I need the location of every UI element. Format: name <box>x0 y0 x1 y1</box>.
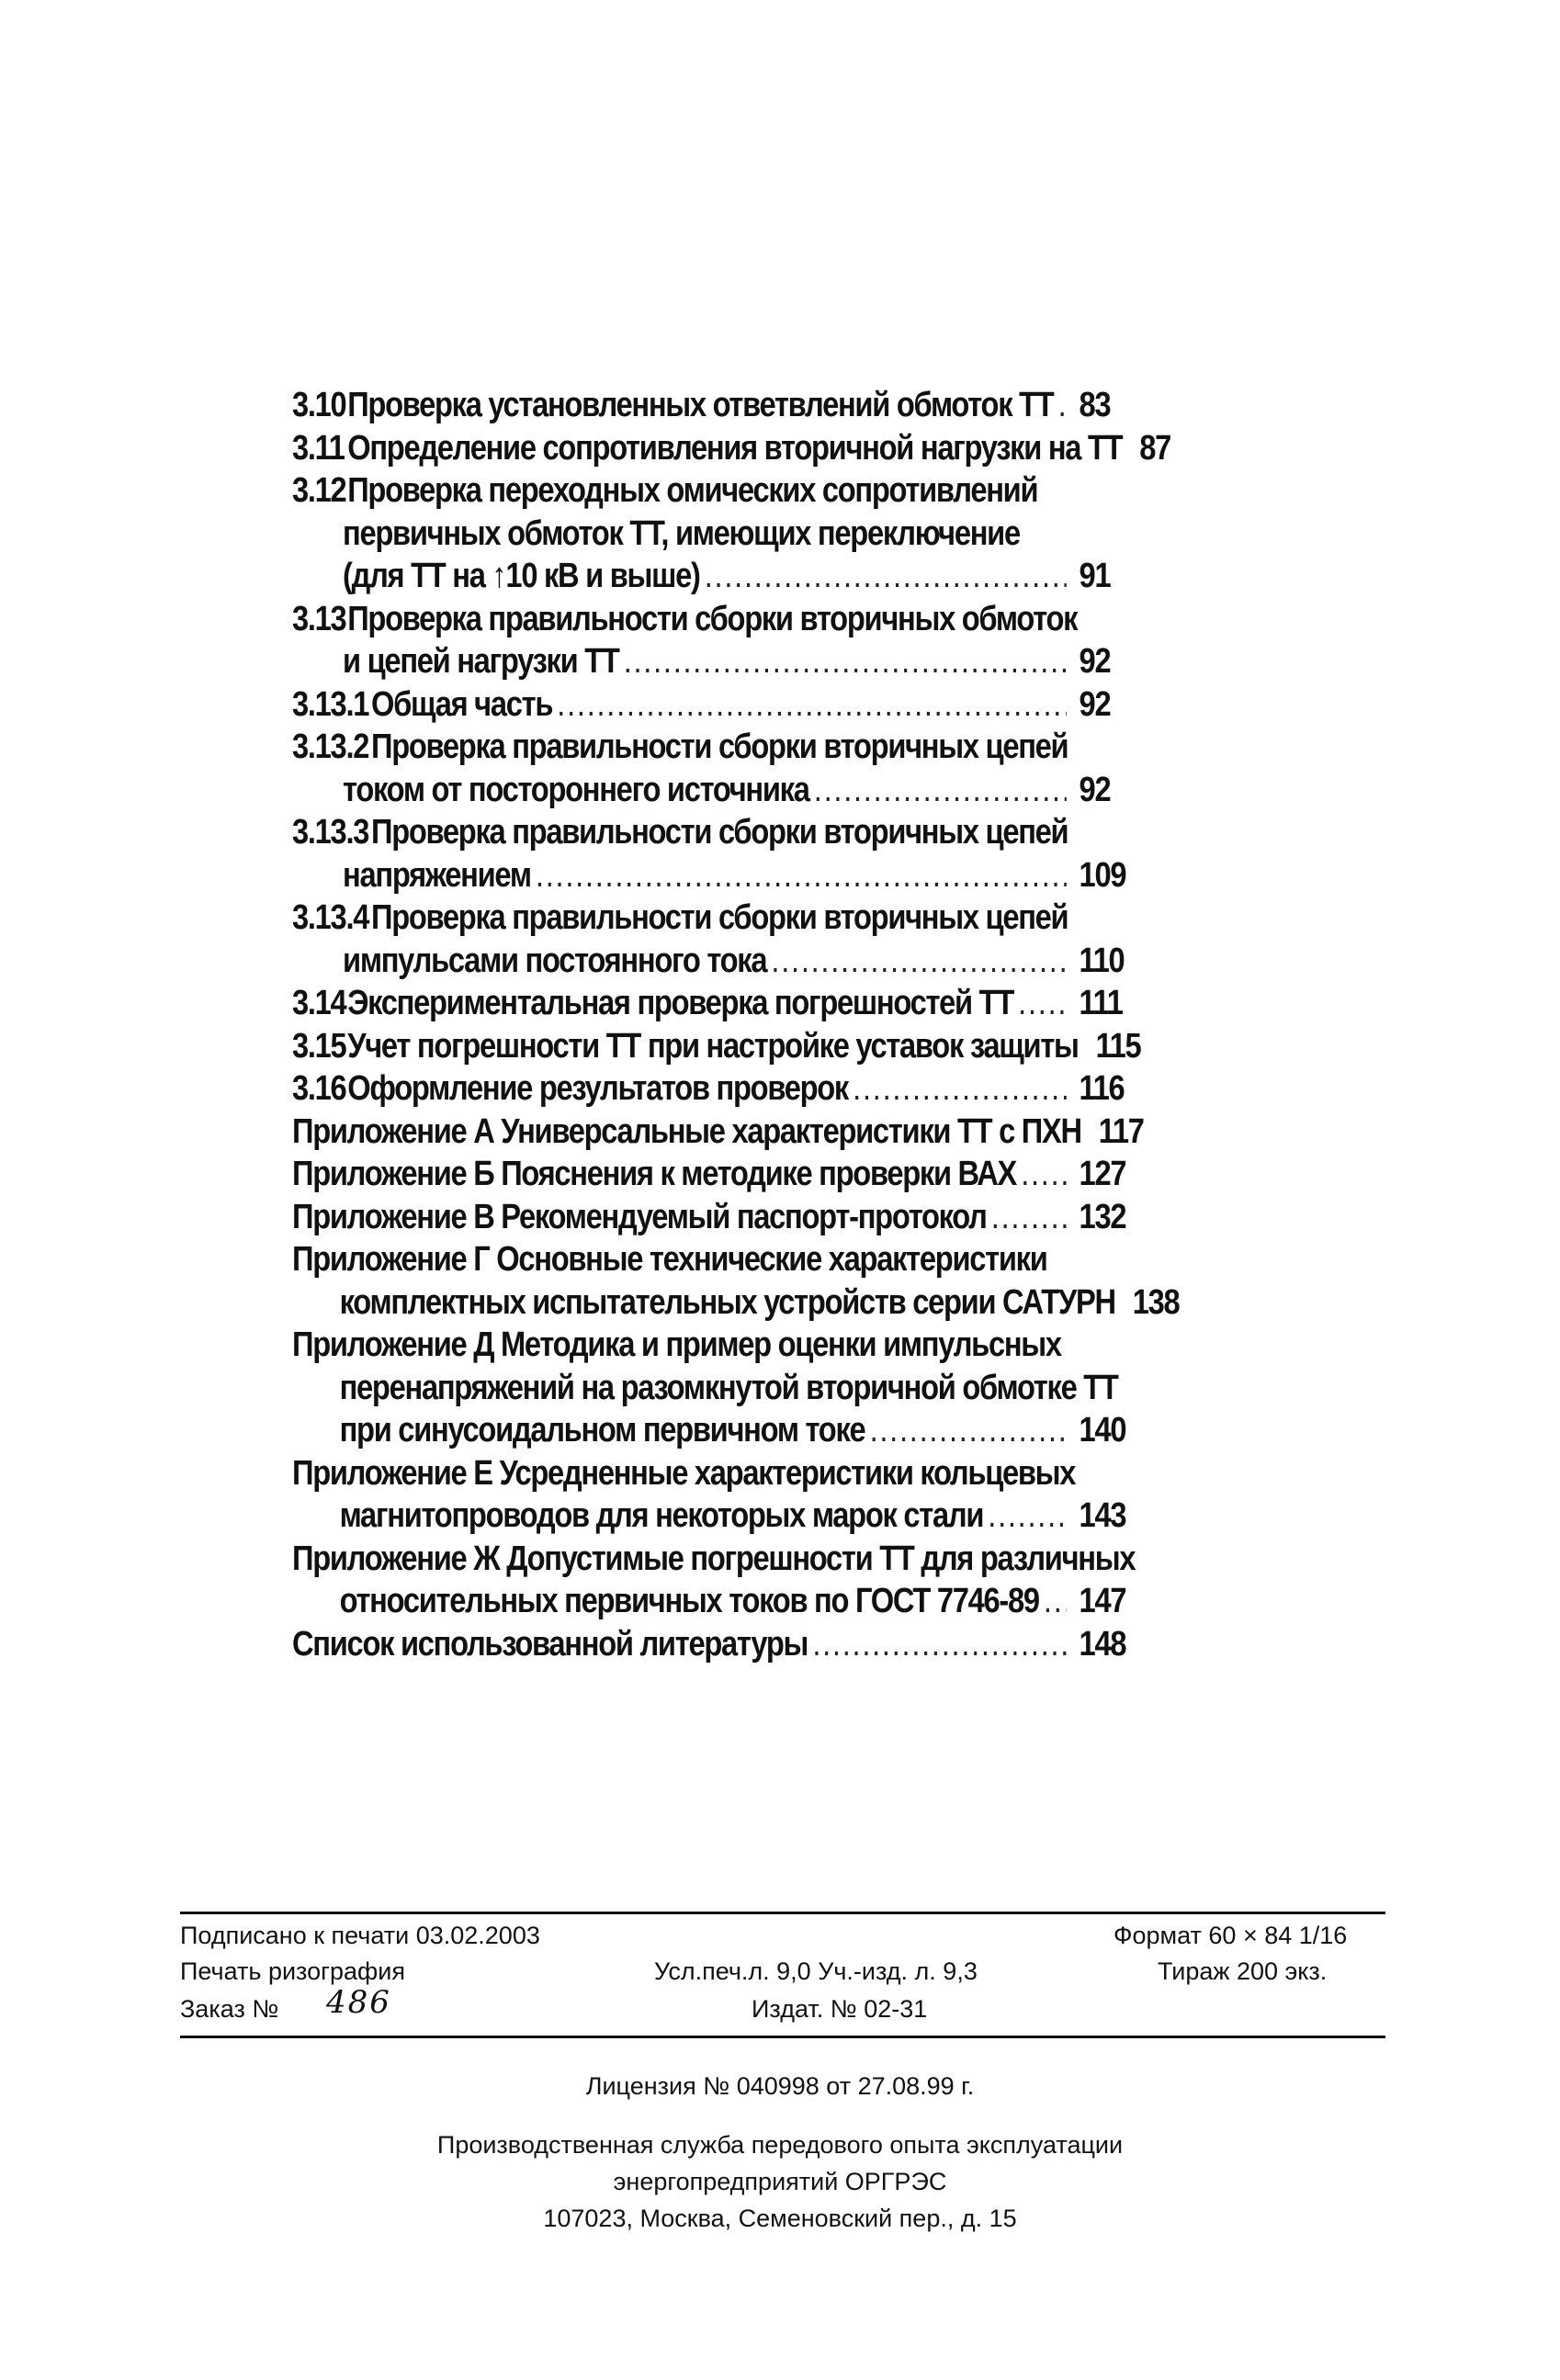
dot-leader <box>557 683 1066 727</box>
toc-line <box>292 811 1130 854</box>
toc-line <box>292 427 1171 470</box>
toc-entry-title: Учет погрешности ТТ при настройке уставок защиты <box>347 1026 1079 1066</box>
dot-leader <box>624 640 1067 683</box>
toc-entry <box>292 1623 1130 1666</box>
toc-line <box>292 1153 1130 1196</box>
toc-entry-title: Экспериментальная проверка погрешностей ТТ <box>347 984 1014 1022</box>
organization-address: 107023, Москва, Семеновский пер., д. 15 <box>543 2205 1017 2232</box>
toc-entry <box>292 1067 1130 1111</box>
publisher-number: Издат. № 02-31 <box>752 1995 928 2023</box>
toc-entry-title-continued: магнитопроводов для некоторых марок стали <box>339 1496 984 1535</box>
toc-entry-number: 3.14 <box>292 984 346 1022</box>
toc-entry-number: 3.13 <box>292 599 346 638</box>
toc-entry-title: Оформление результатов проверок <box>347 1069 849 1108</box>
toc-line <box>292 555 1130 598</box>
toc-entry <box>292 1111 1144 1154</box>
toc-entry <box>292 1196 1130 1239</box>
toc-entry-title: Приложение Е Усредненные характеристики кольцевых <box>292 1453 1076 1493</box>
toc-page-number: 138 <box>1132 1282 1180 1322</box>
printed-sheets: Усл.печ.л. 9,0 Уч.-изд. л. 9,3 <box>654 1957 978 1985</box>
toc-entry-title: Список использованной литературы <box>292 1624 808 1664</box>
dot-leader <box>1021 1153 1067 1196</box>
toc-entry <box>292 1538 1136 1623</box>
toc-entry-number: 3.16 <box>292 1069 346 1108</box>
toc-line <box>292 1623 1130 1666</box>
toc-line <box>292 897 1130 940</box>
toc-line <box>292 1538 1136 1581</box>
toc-line <box>292 1238 1130 1281</box>
toc-entry-title-continued: и цепей нагрузки ТТ <box>343 642 619 681</box>
toc-page-number: 91 <box>1079 557 1111 595</box>
toc-line <box>292 384 1130 427</box>
dot-leader <box>870 1409 1067 1452</box>
toc-entry-title: Определение сопротивления вторичной нагрузки на ТТ <box>347 428 1123 468</box>
toc-page-number: 148 <box>1079 1624 1126 1664</box>
toc-entry-number: 3.13.4 <box>292 898 369 937</box>
colophon-bottom-rule <box>180 2036 1385 2038</box>
organization-line-1: Производственная служба передового опыта эксплуатации <box>436 2131 1124 2159</box>
toc-entry-title-continued: при синусоидальном первичном токе <box>339 1411 865 1449</box>
toc-line <box>292 1580 1130 1623</box>
toc-line <box>292 1324 1130 1367</box>
toc-line <box>292 1067 1130 1111</box>
toc-entry <box>292 1452 1130 1538</box>
toc-line <box>292 940 1130 983</box>
toc-entry-title-continued: напряжением <box>343 855 531 895</box>
toc-entry-title: Проверка правильности сборки вторичных обмоток <box>347 599 1078 638</box>
signed-for-print: Подписано к печати 03.02.2003 <box>180 1922 540 1949</box>
toc-entry <box>292 384 1130 427</box>
toc-entry-number: 3.11 <box>292 428 345 468</box>
toc-entry-title: Приложение Г Основные технические характеристики <box>292 1240 1047 1279</box>
toc-entry-number: 3.12 <box>292 471 346 510</box>
toc-page-number: 111 <box>1079 984 1123 1022</box>
toc-entry <box>292 811 1130 897</box>
toc-entry-title: Приложение В Рекомендуемый паспорт-протокол <box>292 1197 987 1236</box>
toc-entry <box>292 982 1130 1025</box>
toc-entry-title-continued: (для ТТ на ↑10 кВ и выше) <box>343 557 700 595</box>
circulation: Тираж 200 экз. <box>1158 1957 1328 1985</box>
toc-line <box>292 513 1130 556</box>
toc-entry-title-continued: импульсами постоянного тока <box>343 941 767 980</box>
toc-page-number: 92 <box>1079 684 1111 724</box>
toc-line <box>292 769 1130 812</box>
toc-page-number: 116 <box>1079 1069 1125 1108</box>
toc-entry <box>292 469 1130 598</box>
toc-entry-title: Проверка правильности сборки вторичных цепей <box>371 898 1068 937</box>
toc-entry-title: Приложение Ж Допустимые погрешности ТТ для различных <box>292 1539 1136 1578</box>
toc-entry-number: 3.13.2 <box>292 728 369 766</box>
toc-page-number: 110 <box>1079 941 1125 980</box>
toc-entry <box>292 1025 1141 1068</box>
organization-line-2: энергопредприятий ОРГРЭС <box>613 2168 947 2195</box>
toc-line <box>292 469 1130 513</box>
toc-line <box>292 640 1130 683</box>
order-number-handwritten: 486 <box>326 1984 391 2021</box>
toc-page-number: 92 <box>1079 642 1111 681</box>
dot-leader <box>705 555 1067 598</box>
toc-entry <box>292 1238 1180 1324</box>
toc-line <box>292 1409 1130 1452</box>
toc-entry-title-continued: током от постороннего источника <box>343 770 809 809</box>
colophon-top-rule <box>180 1912 1385 1914</box>
toc-entry-title: Проверка правильности сборки вторичных цепей <box>371 728 1068 766</box>
toc-entry <box>292 427 1171 470</box>
toc-entry-number: 3.13.1 <box>292 684 369 724</box>
toc-entry-number: 3.13.3 <box>292 813 369 852</box>
dot-leader <box>853 1067 1067 1111</box>
toc-page-number: 132 <box>1079 1197 1126 1236</box>
toc-entry-title-continued: относительных первичных токов по ГОСТ 7746-89 <box>339 1582 1039 1620</box>
toc-page-number: 147 <box>1079 1582 1126 1620</box>
toc-entry-title: Приложение Д Методика и пример оценки импульсных <box>292 1325 1061 1364</box>
dot-leader <box>812 1623 1066 1666</box>
dot-leader <box>991 1196 1067 1239</box>
toc-line <box>292 726 1130 769</box>
toc-entry-number: 3.15 <box>292 1026 346 1066</box>
toc-line <box>292 1367 1130 1410</box>
order-label: Заказ № <box>180 1995 279 2023</box>
toc-page-number: 109 <box>1079 855 1126 895</box>
toc-entry-title: Проверка установленных ответвлений обмоток ТТ <box>347 386 1054 424</box>
toc-entry-title: Проверка правильности сборки вторичных цепей <box>371 813 1068 852</box>
toc-line <box>292 683 1130 727</box>
toc-line <box>292 1196 1130 1239</box>
toc-entry <box>292 1153 1130 1196</box>
toc-entry-title-continued: первичных обмоток ТТ, имеющих переключение <box>343 513 1020 553</box>
toc-line <box>292 982 1130 1025</box>
toc-entry-title: Проверка переходных омических сопротивлений <box>347 471 1038 510</box>
toc-page-number: 140 <box>1079 1411 1126 1449</box>
toc-line <box>292 854 1130 897</box>
toc-entry-number: 3.10 <box>292 386 346 424</box>
toc-entry <box>292 897 1130 982</box>
toc-page-number: 143 <box>1079 1496 1126 1535</box>
toc-line <box>292 1025 1141 1068</box>
table-of-contents <box>292 384 1180 1665</box>
toc-entry-title-continued: комплектных испытательных устройств серии САТУРН <box>339 1282 1115 1322</box>
dot-leader <box>1058 384 1067 427</box>
toc-page-number: 87 <box>1139 428 1171 468</box>
license: Лицензия № 040998 от 27.08.99 г. <box>585 2072 975 2100</box>
toc-entry-title: Приложение Б Пояснения к методике проверки ВАХ <box>292 1155 1017 1193</box>
dot-leader <box>814 769 1067 812</box>
dot-leader <box>771 940 1066 983</box>
toc-entry <box>292 683 1130 727</box>
toc-page-number: 115 <box>1095 1026 1141 1066</box>
toc-entry-title: Приложение А Универсальные характеристики ТТ с ПХН <box>292 1111 1081 1151</box>
dot-leader <box>988 1495 1067 1538</box>
toc-page-number: 127 <box>1079 1155 1126 1193</box>
toc-entry <box>292 726 1130 811</box>
toc-line <box>292 1111 1144 1154</box>
toc-page-number: 117 <box>1098 1111 1144 1151</box>
toc-line <box>292 1452 1130 1495</box>
toc-entry-title-continued: перенапряжений на разомкнутой вторичной обмотке ТТ <box>339 1368 1118 1407</box>
toc-line <box>292 598 1130 641</box>
dot-leader <box>1044 1580 1067 1623</box>
toc-line <box>292 1495 1130 1538</box>
toc-page-number: 92 <box>1079 770 1111 809</box>
dot-leader <box>536 854 1067 897</box>
toc-entry <box>292 1324 1130 1452</box>
toc-entry <box>292 598 1130 683</box>
dot-leader <box>1018 982 1067 1025</box>
toc-page-number: 83 <box>1079 386 1111 424</box>
print-type: Печать ризография <box>180 1957 405 1985</box>
paper-format: Формат 60 × 84 1/16 <box>1113 1922 1348 1949</box>
toc-entry-title: Общая часть <box>371 684 553 724</box>
toc-line <box>292 1281 1180 1325</box>
